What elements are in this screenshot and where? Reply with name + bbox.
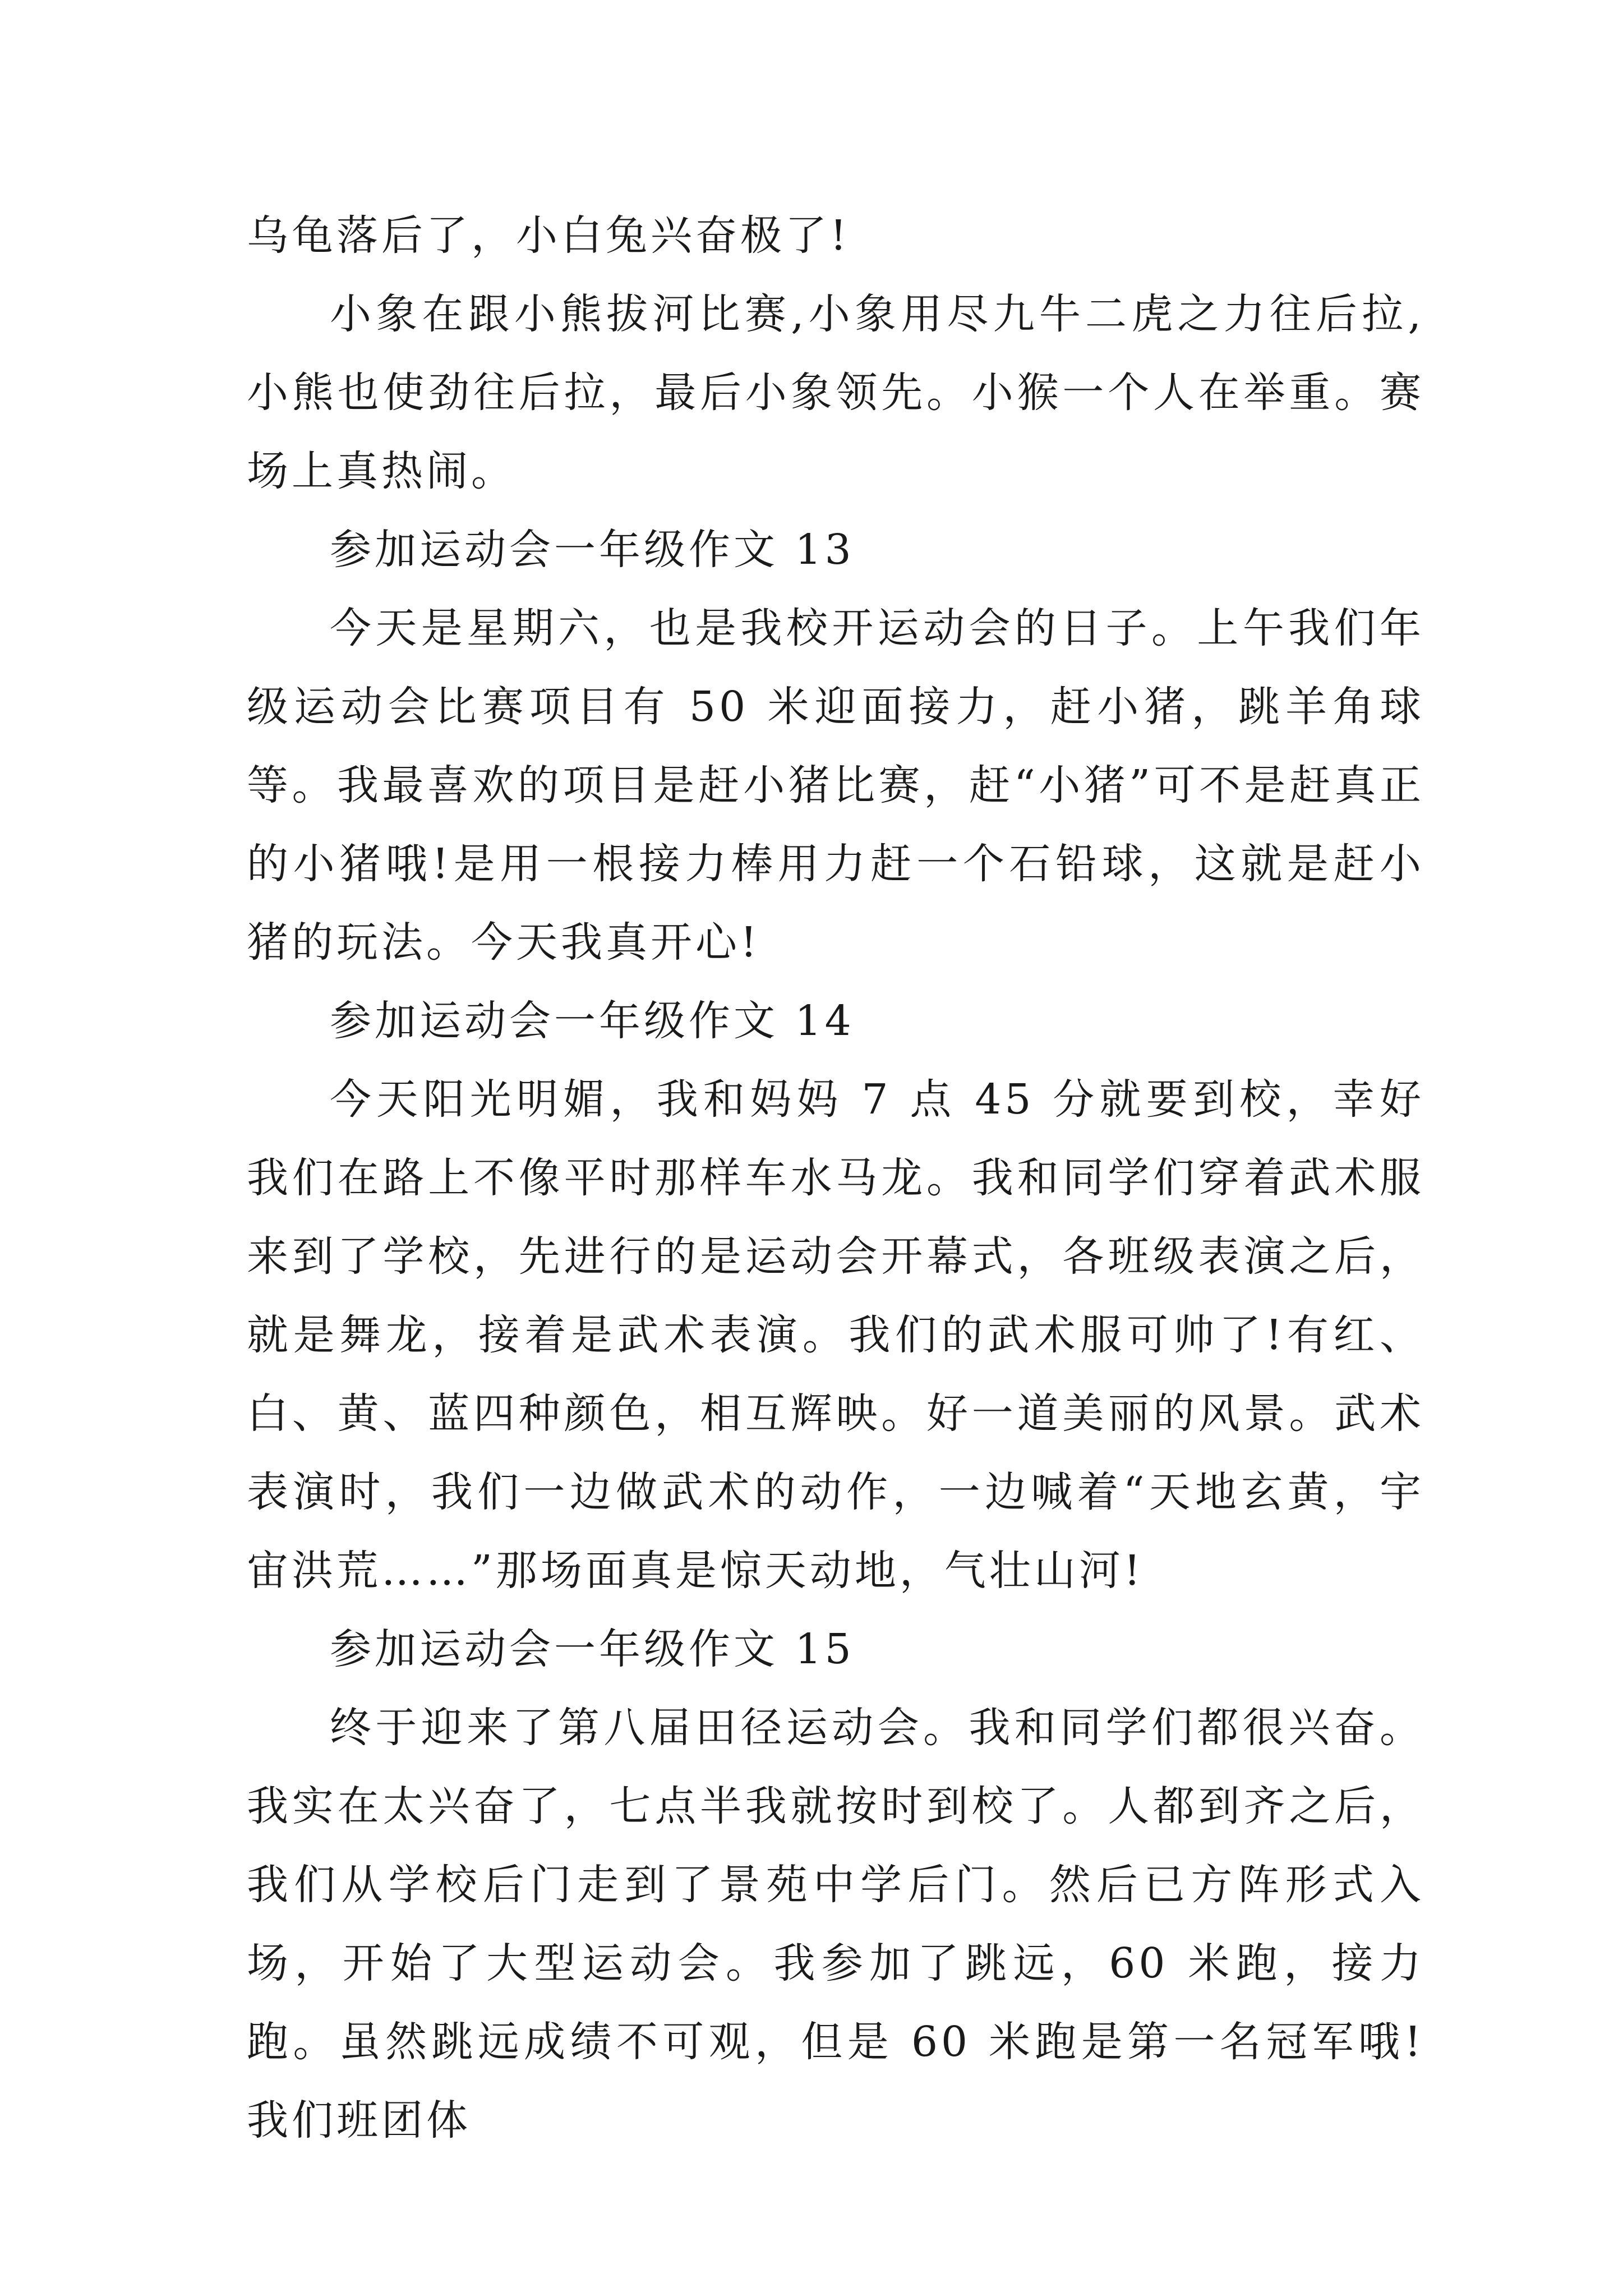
paragraph-continuation: 乌龟落后了，小白兔兴奋极了! xyxy=(247,211,850,260)
paragraph: 小象在跟小熊拔河比赛,小象用尽九牛二虎之力往后拉,小熊也使劲往后拉，最后小象领先。小猴一个人在举重。赛场上真热闹。 xyxy=(247,290,1424,495)
section-heading: 参加运动会一年级作文 14 xyxy=(330,997,855,1045)
paragraph: 今天阳光明媚，我和妈妈 7 点 45 分就要到校，幸好我们在路上不像平时那样车水马龙。我和同学们穿着武术服来到了学校，先进行的是运动会开幕式，各班级表演之后，就是舞龙，接着是武术表演。我们的武术服可帅了!有红、白、黄、蓝四种颜色，相互辉映。好一道美丽的风景。武术表演时，我们一边做武术的动作，一边喊着“天地玄黄，宇宙洪荒……”那场面真是惊天动地，气壮山河! xyxy=(247,1075,1424,1595)
section-heading: 参加运动会一年级作文 13 xyxy=(330,526,855,574)
paragraph: 终于迎来了第八届田径运动会。我和同学们都很兴奋。我实在太兴奋了，七点半我就按时到校了。人都到齐之后，我们从学校后门走到了景苑中学后门。然后已方阵形式入场，开始了大型运动会。我参加了跳远，60 米跑，接力跑。虽然跳远成绩不可观，但是 60 米跑是第一名冠军哦!我们班团体 xyxy=(247,1704,1424,2145)
section-heading: 参加运动会一年级作文 15 xyxy=(330,1625,855,1673)
document-body xyxy=(247,196,1424,2160)
paragraph: 今天是星期六，也是我校开运动会的日子。上午我们年级运动会比赛项目有 50 米迎面接力，赶小猪，跳羊角球等。我最喜欢的项目是赶小猪比赛，赶“小猪”可不是赶真正的小猪哦!是用一根接力棒用力赶一个石铅球，这就是赶小猪的玩法。今天我真开心! xyxy=(247,604,1424,967)
